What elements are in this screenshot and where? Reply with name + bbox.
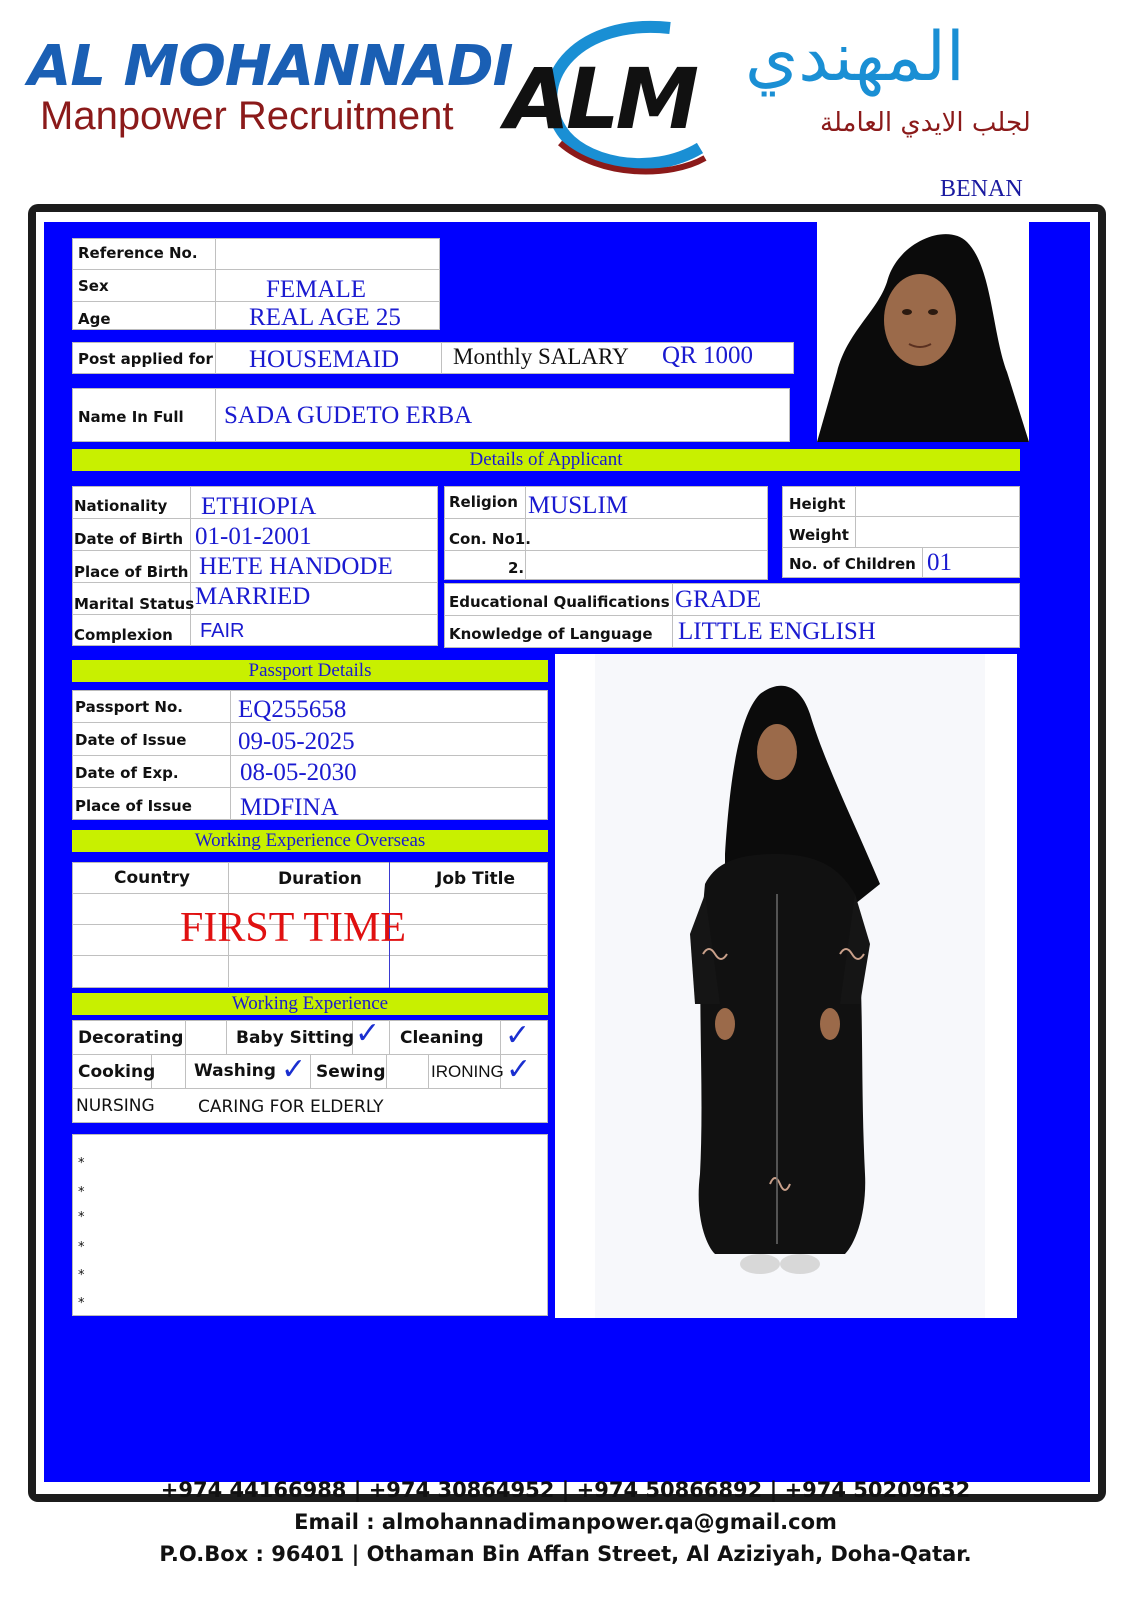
complexion-label: Complexion [74,626,173,644]
footer-phones: +974 44166988 | +974 30864952 | +974 50866892 | +974 50209632 [160,1478,971,1502]
age-label: Age [78,310,111,328]
note-bullet: * [78,1268,85,1283]
nationality-value: ETHIOPIA [201,493,317,520]
nationality-label: Nationality [74,497,168,515]
passport-no-label: Passport No. [75,698,183,716]
skill-washing: Washing [194,1061,276,1081]
sex-value: FEMALE [266,276,366,303]
salary-value: QR 1000 [662,342,753,369]
skill-cleaning: Cleaning [400,1028,484,1048]
name-value: SADA GUDETO ERBA [224,402,473,429]
logo-company-name: AL MOHANNADI [28,34,513,99]
con2-label: 2. [508,559,525,577]
skill-decorating: Decorating [78,1028,184,1048]
salary-label: Monthly SALARY [453,344,629,369]
overseas-col-job-title: Job Title [436,869,515,889]
skill-nursing: NURSING [76,1096,155,1116]
skill-ironing: IRONING [431,1062,504,1081]
passport-no-value: EQ255658 [238,696,347,723]
logo-arabic-name: المهندي [745,18,965,97]
check-cleaning-icon: ✓ [505,1018,531,1053]
exp-date-label: Date of Exp. [75,764,179,782]
check-ironing-icon: ✓ [506,1052,532,1087]
pob-label: Place of Birth [74,563,189,581]
skill-baby-sitting: Baby Sitting [236,1028,355,1048]
issue-date-label: Date of Issue [75,731,187,749]
name-label: Name In Full [78,408,184,426]
note-bullet: * [78,1296,85,1311]
footer-address: P.O.Box : 96401 | Othaman Bin Affan Street, Al Aziziyah, Doha-Qatar. [159,1542,972,1566]
logo-arabic-tagline: لجلب الايدي العاملة [820,108,1031,138]
note-bullet: * [78,1240,85,1255]
religion-label: Religion [449,493,518,511]
skill-sewing: Sewing [316,1062,386,1082]
details-header: Details of Applicant [72,449,1020,471]
exp-date-value: 08-05-2030 [240,759,357,786]
religion-value: MUSLIM [528,492,629,519]
passport-header: Passport Details [72,660,548,682]
lang-value: LITTLE ENGLISH [678,618,876,645]
height-label: Height [789,495,846,513]
experience-header: Working Experience [72,993,548,1015]
agent-name: BENAN [940,176,1023,202]
post-value: HOUSEMAID [249,346,399,373]
footer-email: Email : almohannadimanpower.qa@gmail.com [294,1510,837,1534]
place-issue-value: MDFINA [240,794,339,821]
sex-label: Sex [78,277,109,295]
lang-label: Knowledge of Language [449,625,653,643]
check-baby-sitting-icon: ✓ [355,1016,381,1051]
logo-mark: ALM [505,50,696,148]
marital-label: Marital Status [74,595,195,613]
overseas-header: Working Experience Overseas [72,830,548,852]
con1-label: Con. No1. [449,530,531,548]
edu-label: Educational Qualifications [449,593,670,611]
logo-company-tagline: Manpower Recruitment [40,94,454,138]
dob-value: 01-01-2001 [195,523,312,550]
applicant-full-photo [555,654,1017,1318]
dob-label: Date of Birth [74,530,184,548]
children-value: 01 [927,549,952,576]
note-bullet: * [78,1210,85,1225]
check-washing-icon: ✓ [281,1052,307,1087]
marital-value: MARRIED [195,583,311,610]
note-bullet: * [78,1185,85,1200]
edu-value: GRADE [675,586,762,613]
post-label: Post applied for [78,350,213,368]
overseas-col-country: Country [114,868,190,888]
weight-label: Weight [789,526,849,544]
issue-date-value: 09-05-2025 [238,728,355,755]
skill-cooking: Cooking [78,1062,156,1082]
pob-value: HETE HANDODE [199,553,393,580]
reference-label: Reference No. [78,244,198,262]
overseas-col-duration: Duration [278,869,362,889]
age-value: REAL AGE 25 [249,304,401,331]
skill-caring-elderly: CARING FOR ELDERLY [198,1097,384,1117]
notes-box [72,1134,548,1316]
applicant-portrait-photo [817,222,1029,442]
note-bullet: * [78,1156,85,1171]
complexion-value: FAIR [200,620,245,642]
first-time-note: FIRST TIME [180,905,406,951]
children-label: No. of Children [789,555,916,573]
place-issue-label: Place of Issue [75,797,192,815]
